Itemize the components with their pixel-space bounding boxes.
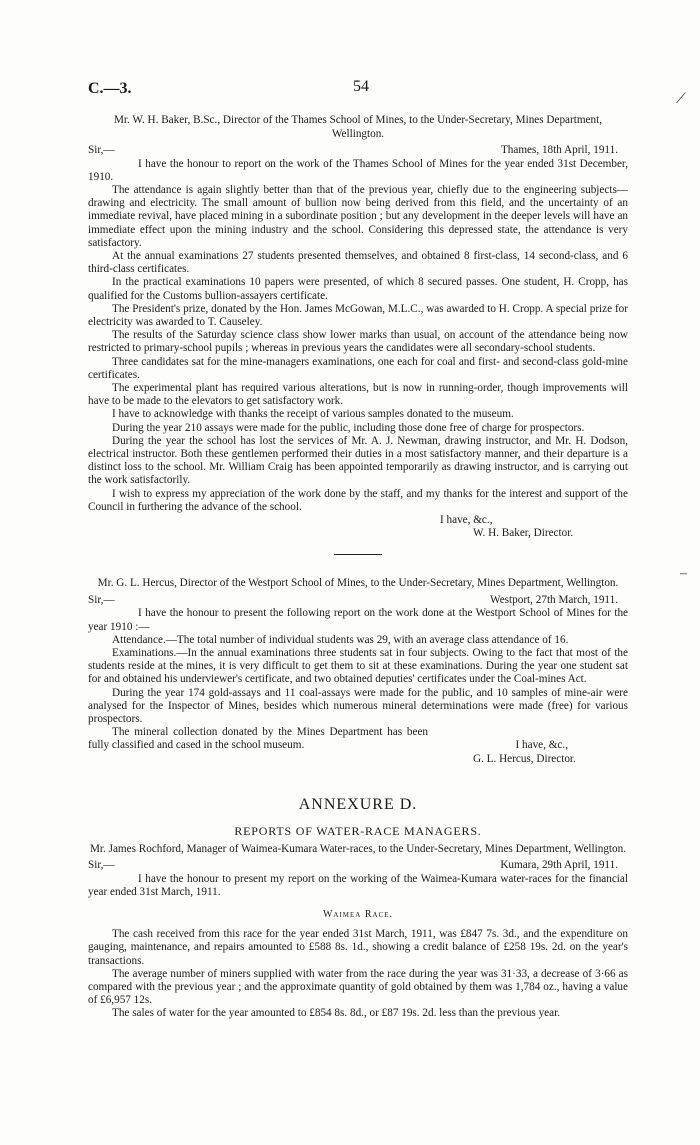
westport-paragraph: I have the honour to present the following report on the work done at the Westport School of Mines for the year 1910 :— [88,607,628,633]
westport-paragraph: During the year 174 gold-assays and 11 coal-assays were made for the public, and 10 samples of mine-air were analysed for the Inspector of Mines, besides which numerous mineral determinations were made (free) for various prospectors. [88,686,628,726]
thames-paragraph: At the annual examinations 27 students presented themselves, and obtained 8 first-class, 14 second-class, and 6 third-class certificates. [88,249,628,276]
westport-place-date: Westport, 27th March, 1911. [490,593,618,606]
section-divider [334,554,382,555]
annexure-paragraph: The average number of miners supplied with water from the race during the year was 31·33, a decrease of 3·66 as compared with the previous year ; and the approximate quantity of gold obtained by them was 1,784 oz., having a value of £6,957 12s. [88,967,628,1007]
annexure-salutation: Sir,— [88,859,115,872]
annexure-section [88,796,628,1021]
westport-last-row [88,726,628,752]
annexure-place-date: Kumara, 29th April, 1911. [500,859,618,872]
annexure-subtitle: REPORTS OF WATER-RACE MANAGERS. [234,823,482,838]
thames-intro: Mr. W. H. Baker, B.Sc., Director of the Thames School of Mines, to the Under-Secretary, Mines Department, Wellington. [113,114,603,140]
thames-closing: I have, &c., [440,513,493,526]
margin-mark-middle: ‒ [680,566,687,581]
annexure-intro: Mr. James Rochford, Manager of Waimea-Kumara Water-races, to the Under-Secretary, Mines Department, Wellington. [89,842,627,855]
document-page [88,78,628,1021]
westport-paragraph: Examinations.—In the annual examinations three students sat in four subjects. Owing to the fact that most of the students reside at the mines, it is very difficult to get them to sit at these examinations. During the year one student sat for and obtained his underviewer's certificate, and two obtained deputies' certificates under the Coal-mines Act. [88,647,628,686]
thames-salutation-row [88,144,628,158]
thames-paragraph: Three candidates sat for the mine-managers examinations, one each for coal and first- and second-class gold-mine certificates. [88,355,628,381]
thames-signature: W. H. Baker, Director. [473,527,574,540]
westport-closing: I have, &c., [515,739,568,752]
westport-intro: Mr. G. L. Hercus, Director of the Westport School of Mines, to the Under-Secretary, Mines Department, Wellington. [97,577,619,590]
margin-mark-top: ⟋ [676,92,686,107]
annexure-first-paragraph: I have the honour to present my report on the working of the Waimea-Kumara water-races for the financial year ended 31st March, 1911. [88,872,628,899]
thames-place-date: Thames, 18th April, 1911. [500,144,618,156]
thames-paragraph: During the year the school has lost the services of Mr. A. J. Newman, drawing instructor, and Mr. H. Dodson, electrical instructor. Both these gentlemen performed their duties in a most satisfactory manner, and their departure is a distinct loss to the school. Mr. William Craig has been appointed temporarily as drawing instructor, and is carrying out the work satisfactorily. [88,434,628,487]
westport-last-paragraph: The mineral collection donated by the Mines Department has been fully classified and cased in the school museum. [88,726,428,752]
thames-paragraph: The experimental plant has required various alterations, but is now in running-order, though improvements will have to be made to the elevators to get satisfactory work. [88,381,628,408]
westport-salutation-row [88,594,628,608]
page-header [88,78,628,102]
thames-salutation: Sir,— [88,144,115,156]
thames-paragraph: I have the honour to report on the work of the Thames School of Mines for the year ended 31st December, 1910. [88,157,628,183]
waimea-race-heading: Waimea Race. [322,909,394,921]
westport-paragraph: Attendance.—The total number of individual students was 29, with an average class attendance of 16. [112,633,569,646]
thames-paragraph: The attendance is again slightly better than that of the previous year, chiefly due to the engineering subjects—drawing and electricity. The small amount of bullion now being derived from this field, and the uncertainty of an immediate revival, have placed mining in a subordinate position ; but any development in the deeper levels will have an immediate effect upon the mining industry and the school. Considering this depressed state, the attendance is very satisfactory. [88,183,628,249]
westport-report [88,577,628,765]
thames-paragraph: In the practical examinations 10 papers were presented, of which 8 secured passes. One student, H. Cropp, has qualified for the Customs bullion-assayers certificate. [88,276,628,302]
thames-paragraph: During the year 210 assays were made for the public, including those done free of charge for prospectors. [112,421,585,434]
thames-paragraph: The results of the Saturday science class show lower marks than usual, on account of the attendance being now restricted to primary-school pupils ; whereas in previous years the candidates were all secondary-school students. [88,329,628,355]
thames-paragraph: I have to acknowledge with thanks the receipt of various samples donated to the museum. [112,408,514,421]
thames-report [88,114,628,540]
annexure-paragraph: The sales of water for the year amounted to £854 8s. 8d., or £87 19s. 2d. less than the previous year. [112,1007,561,1020]
thames-paragraph: I wish to express my appreciation of the work done by the staff, and my thanks for the interest and support of the Council in furthering the advance of the school. [88,487,628,513]
westport-salutation: Sir,— [88,593,115,606]
page-number: 54 [353,78,369,95]
thames-paragraph: The President's prize, donated by the Hon. James McGowan, M.L.C., was awarded to H. Cropp. A special prize for electricity was awarded to T. Causeley. [88,302,628,328]
westport-signature: G. L. Hercus, Director. [473,752,576,765]
annexure-salutation-row [88,859,628,873]
annexure-paragraph: The cash received from this race for the year ended 31st March, 1911, was £847 7s. 3d., and the expenditure on gauging, maintenance, and repairs amounted to £588 8s. 1d., showing a credit balance of £258 19s. 2d. on the year's transactions. [88,928,628,967]
annexure-title: ANNEXURE D. [298,795,418,813]
document-reference: C.—3. [88,80,132,97]
